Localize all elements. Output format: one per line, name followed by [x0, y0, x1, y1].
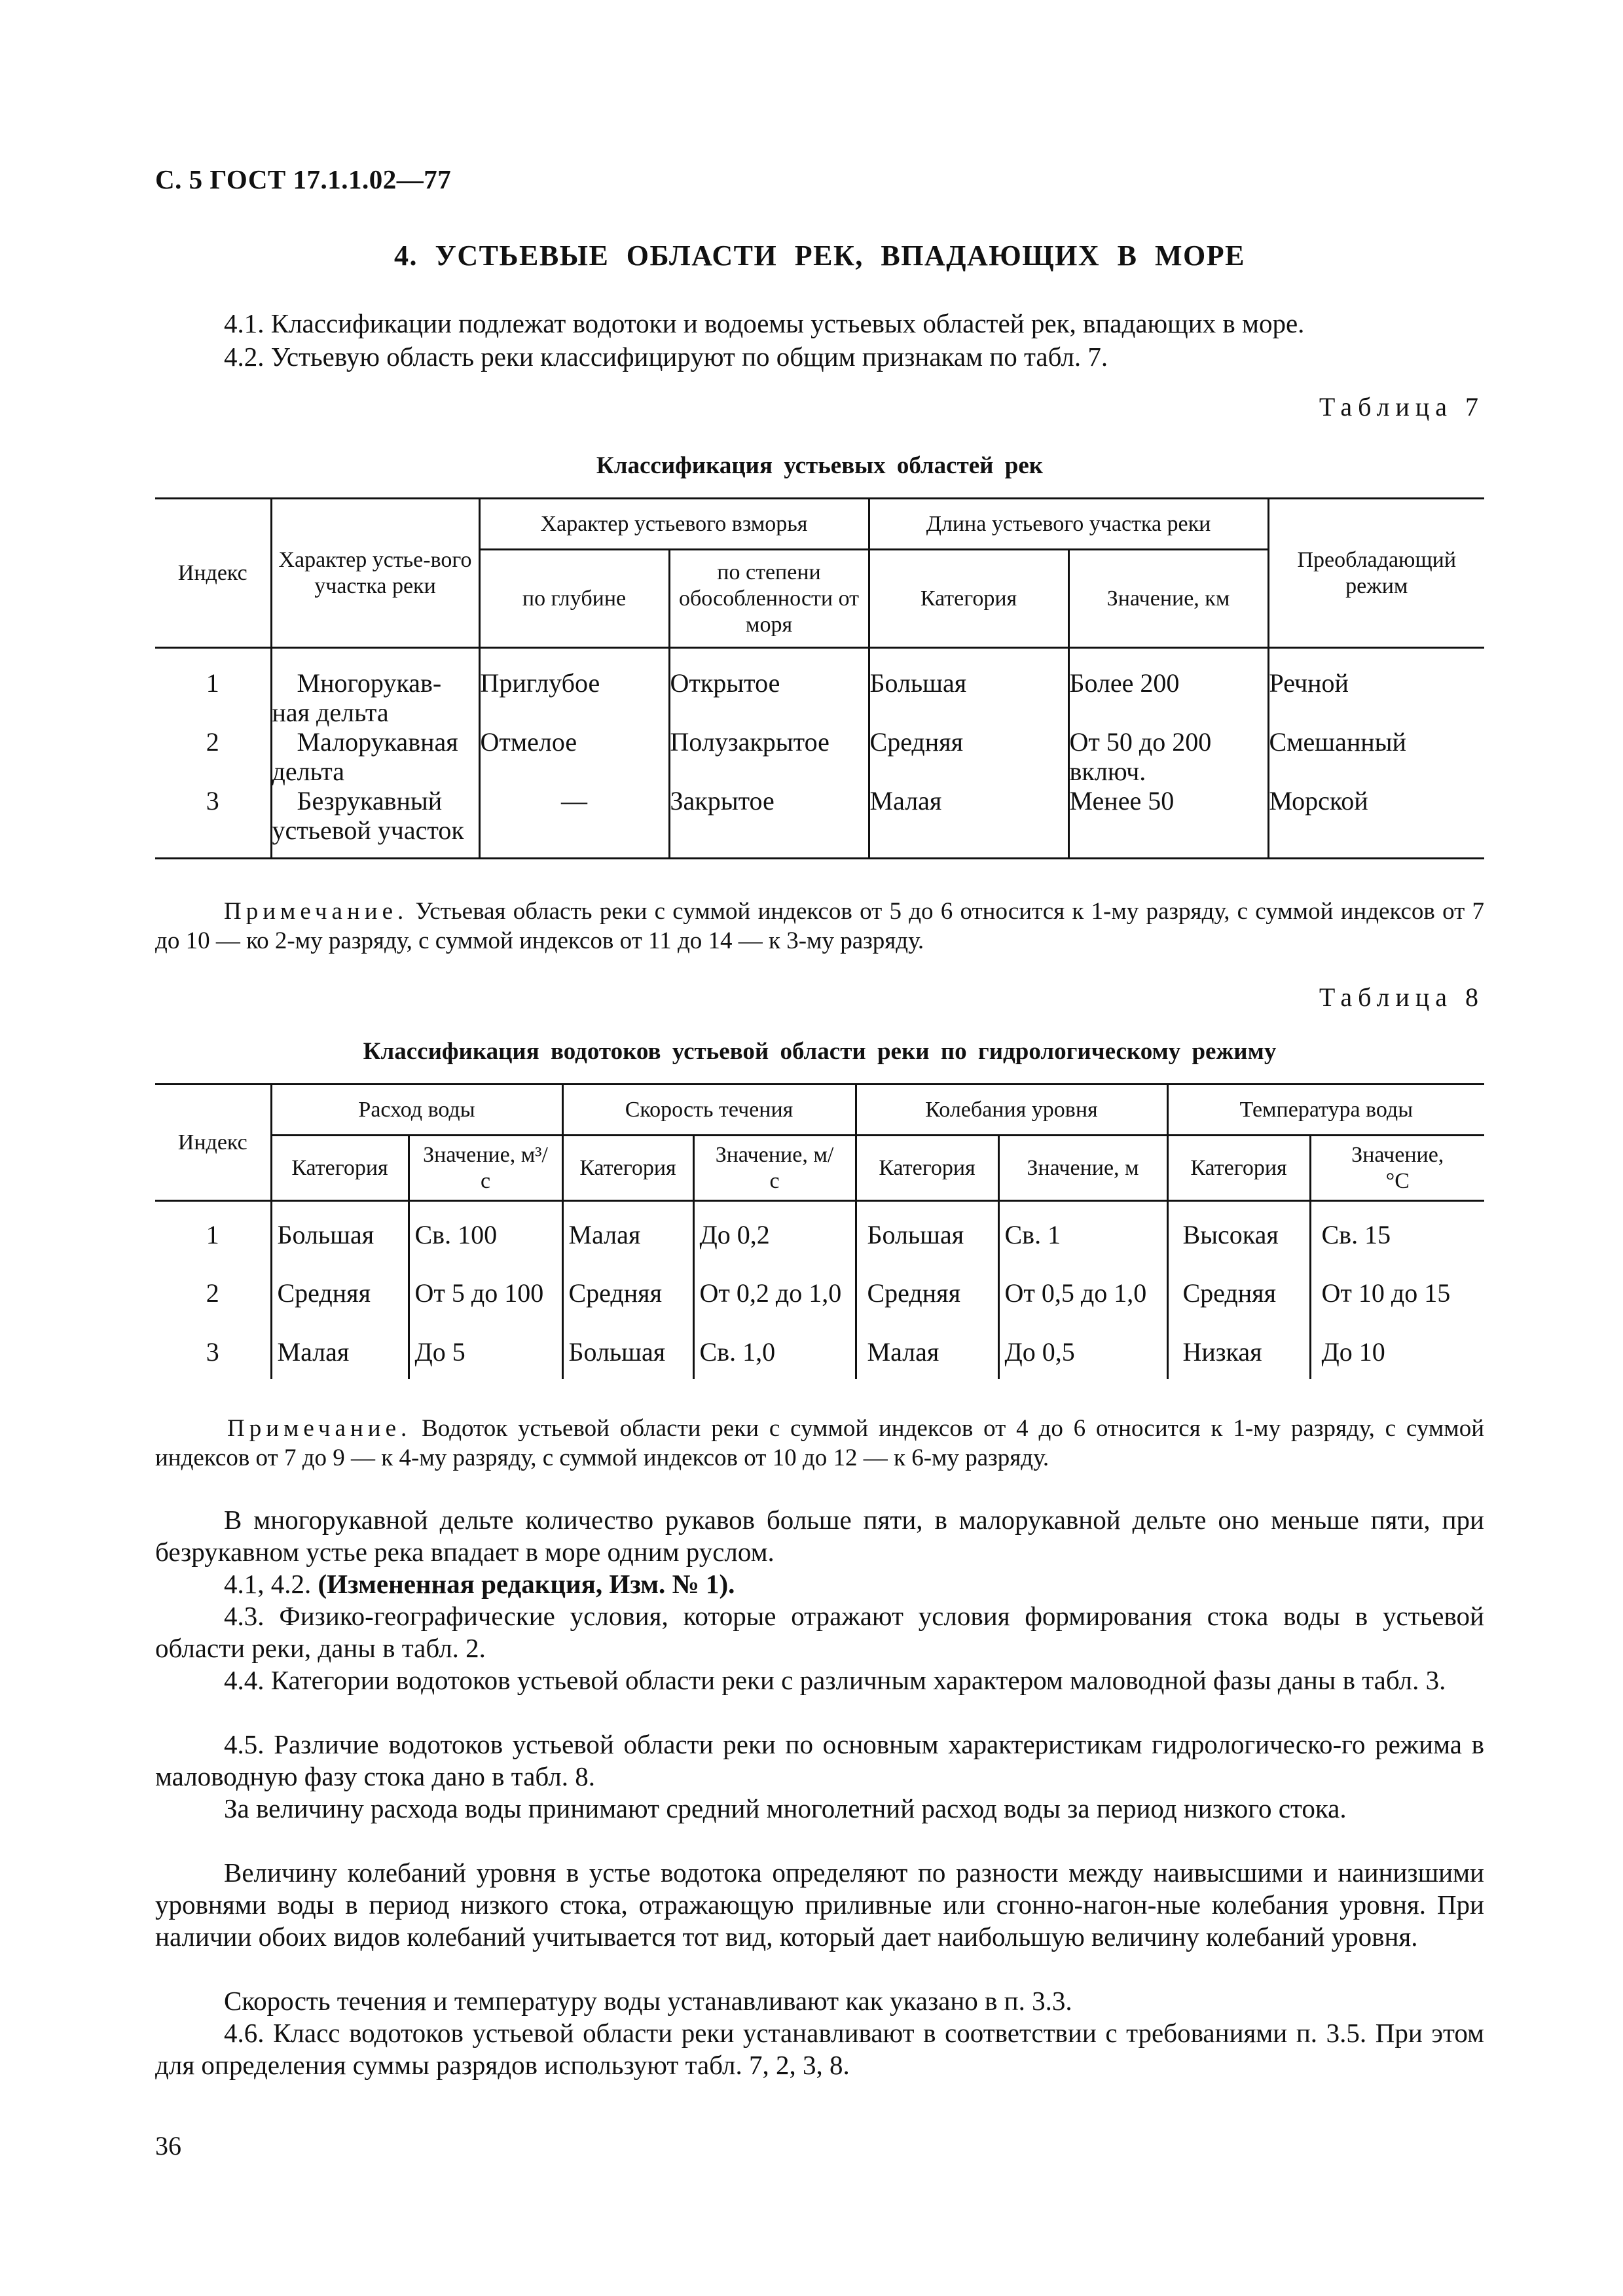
- cell-index: 1: [206, 668, 219, 698]
- cell-index: 3: [206, 786, 219, 816]
- cell-temperature-category: Высокая: [1167, 1201, 1310, 1260]
- paragraph-4-4: 4.4. Категории водотоков устьевой области реки с различным характером маловодной фазы даны в табл. 3.: [224, 1665, 1446, 1695]
- note-text: Водоток устьевой области реки с суммой индексов от 4 до 6 относится к 1-му разряду, с суммой индексов от 7 до 9 — к 4-му разряду, с суммой индексов от 10 до 12 — к 6-му разряду.: [155, 1415, 1484, 1471]
- cell-level-value: До 0,5: [998, 1319, 1167, 1379]
- table-row: [155, 648, 1484, 728]
- cell-velocity-value: До 0,2: [693, 1201, 856, 1260]
- header-index: Индекс: [155, 1085, 271, 1201]
- header-index: Индекс: [155, 499, 271, 648]
- header-velocity: Скорость течения: [562, 1085, 856, 1136]
- table-row: [155, 786, 1484, 858]
- paragraph-speed: Скорость течения и температуру воды устанавливают как указано в п. 3.3.: [224, 1986, 1072, 2016]
- paragraph-level: Величину колебаний уровня в устье водотока определяют по разности между наивысшими и наинизшими уровнями воды в период низкого стока, отражающую приливные или сгонно-нагон-ные колебания уровня. При наличии обоих видов колебаний учитывается тот вид, который дает наибольшую величину колебаний уровня.: [155, 1857, 1484, 1952]
- cell-level-category: Средняя: [856, 1260, 998, 1319]
- cell-discharge-category: Малая: [271, 1319, 409, 1379]
- cell-type: Многорукав-ная дельта: [271, 648, 479, 728]
- paragraph-amendment: [155, 1568, 1484, 1600]
- amendment-note: (Измененная редакция, Изм. № 1).: [318, 1569, 735, 1599]
- amendment-prefix: 4.1, 4.2.: [224, 1569, 312, 1599]
- cell-regime: Речной: [1268, 648, 1484, 728]
- cell-value: Более 200: [1068, 648, 1268, 728]
- header-by-isolation: по степени обособленности от моря: [669, 550, 869, 648]
- table-row: [155, 1201, 1484, 1260]
- cell-temperature-value: До 10: [1310, 1319, 1484, 1379]
- cell-depth: Приглубое: [479, 648, 669, 728]
- cell-level-value: От 0,5 до 1,0: [998, 1260, 1167, 1319]
- header-value-ms: Значение, м/с: [693, 1136, 856, 1201]
- paragraph-4-1: 4.1. Классификации подлежат водотоки и водоемы устьевых областей рек, впадающих в море.: [224, 308, 1305, 338]
- cell-type: Малорукавная дельта: [271, 727, 479, 786]
- paragraph-4-2: 4.2. Устьевую область реки классифицируют по общим признакам по табл. 7.: [224, 342, 1108, 372]
- table7-label: Таблица 7: [1319, 392, 1484, 422]
- header-seaward: Характер устьевого взморья: [479, 499, 869, 550]
- cell-velocity-category: Большая: [562, 1319, 693, 1379]
- paragraph-discharge: За величину расхода воды принимают средний многолетний расход воды за период низкого стока.: [224, 1793, 1347, 1823]
- table-row: [155, 1260, 1484, 1319]
- header-category: Категория: [562, 1136, 693, 1201]
- page-number: 36: [155, 2131, 181, 2161]
- cell-type: Безрукавный устьевой участок: [271, 786, 479, 858]
- cell-discharge-value: От 5 до 100: [409, 1260, 562, 1319]
- cell-velocity-value: От 0,2 до 1,0: [693, 1260, 856, 1319]
- paragraph-4-5: 4.5. Различие водотоков устьевой области реки по основным характеристикам гидрологическо-го режима в маловодную фазу стока дано в табл. 8.: [155, 1729, 1484, 1791]
- cell-velocity-category: Малая: [562, 1201, 693, 1260]
- cell-temperature-category: Низкая: [1167, 1319, 1310, 1379]
- header-section-type: Характер устье-вого участка реки: [271, 499, 479, 648]
- cell-index: 2: [206, 727, 219, 757]
- header-category: Категория: [856, 1136, 998, 1201]
- table-row: [155, 727, 1484, 786]
- cell-temperature-category: Средняя: [1167, 1260, 1310, 1319]
- note-label: Примечание.: [227, 1415, 412, 1442]
- header-by-depth: по глубине: [479, 550, 669, 648]
- cell-velocity-value: Св. 1,0: [693, 1319, 856, 1379]
- cell-level-category: Большая: [856, 1201, 998, 1260]
- table8: [155, 1083, 1484, 1379]
- paragraph-4-3: 4.3. Физико-географические условия, которые отражают условия формирования стока воды в устьевой области реки, даны в табл. 2.: [155, 1601, 1484, 1663]
- header-level: Колебания уровня: [856, 1085, 1167, 1136]
- header-value-m3s: Значение, м³/с: [409, 1136, 562, 1201]
- section-title: 4. УСТЬЕВЫЕ ОБЛАСТИ РЕК, ВПАДАЮЩИХ В МОРЕ: [394, 240, 1245, 272]
- cell-temperature-value: Св. 15: [1310, 1201, 1484, 1260]
- header-discharge: Расход воды: [271, 1085, 562, 1136]
- header-temperature: Температура воды: [1167, 1085, 1484, 1136]
- table7: [155, 497, 1484, 859]
- cell-regime: Морской: [1268, 786, 1484, 858]
- table8-label: Таблица 8: [1319, 982, 1484, 1012]
- paragraph-4-6: 4.6. Класс водотоков устьевой области реки устанавливают в соответствии с требованиями п. 3.5. При этом для определения суммы разрядов используют табл. 7, 2, 3, 8.: [155, 2018, 1484, 2080]
- header-regime: Преобладающий режим: [1268, 499, 1484, 648]
- cell-category: Малая: [869, 786, 1068, 858]
- cell-depth: Отмелое: [479, 727, 669, 786]
- cell-value: От 50 до 200 включ.: [1068, 727, 1268, 786]
- note-label: Примечание.: [224, 898, 409, 925]
- cell-temperature-value: От 10 до 15: [1310, 1260, 1484, 1319]
- cell-value: Менее 50: [1068, 786, 1268, 858]
- cell-category: Средняя: [869, 727, 1068, 786]
- cell-isolation: Закрытое: [669, 786, 869, 858]
- table7-note: [155, 897, 1484, 956]
- table8-note: [155, 1414, 1484, 1473]
- header-category: Категория: [869, 550, 1068, 648]
- cell-discharge-category: Большая: [271, 1201, 409, 1260]
- cell-isolation: Полузакрытое: [669, 727, 869, 786]
- cell-isolation: Открытое: [669, 648, 869, 728]
- note-text: Устьевая область реки с суммой индексов от 5 до 6 относится к 1-му разряду, с суммой индексов от 7 до 10 — ко 2-му разряду, с суммой индексов от 11 до 14 — к 3-му разряду.: [155, 898, 1485, 954]
- cell-discharge-category: Средняя: [271, 1260, 409, 1319]
- table8-caption: Классификация водотоков устьевой области реки по гидрологическому режиму: [363, 1038, 1277, 1065]
- cell-discharge-value: До 5: [409, 1319, 562, 1379]
- page-header: С. 5 ГОСТ 17.1.1.02—77: [155, 164, 452, 194]
- cell-level-category: Малая: [856, 1319, 998, 1379]
- header-value-c: Значение, °С: [1310, 1136, 1484, 1201]
- cell-depth: —: [479, 786, 669, 858]
- table7-caption: Классификация устьевых областей рек: [596, 452, 1044, 479]
- header-value-m: Значение, м: [998, 1136, 1167, 1201]
- cell-level-value: Св. 1: [998, 1201, 1167, 1260]
- cell-index: 2: [206, 1278, 219, 1308]
- header-category: Категория: [271, 1136, 409, 1201]
- paragraph-delta: В многорукавной дельте количество рукавов больше пяти, в малорукавной дельте оно меньше пяти, при безрукавном устье река впадает в море одним руслом.: [155, 1505, 1484, 1567]
- header-category: Категория: [1167, 1136, 1310, 1201]
- cell-discharge-value: Св. 100: [409, 1201, 562, 1260]
- cell-regime: Смешанный: [1268, 727, 1484, 786]
- header-value-km: Значение, км: [1068, 550, 1268, 648]
- cell-index: 3: [206, 1336, 219, 1367]
- header-length: Длина устьевого участка реки: [869, 499, 1268, 550]
- cell-category: Большая: [869, 648, 1068, 728]
- cell-velocity-category: Средняя: [562, 1260, 693, 1319]
- cell-index: 1: [206, 1220, 219, 1249]
- table-row: [155, 1319, 1484, 1379]
